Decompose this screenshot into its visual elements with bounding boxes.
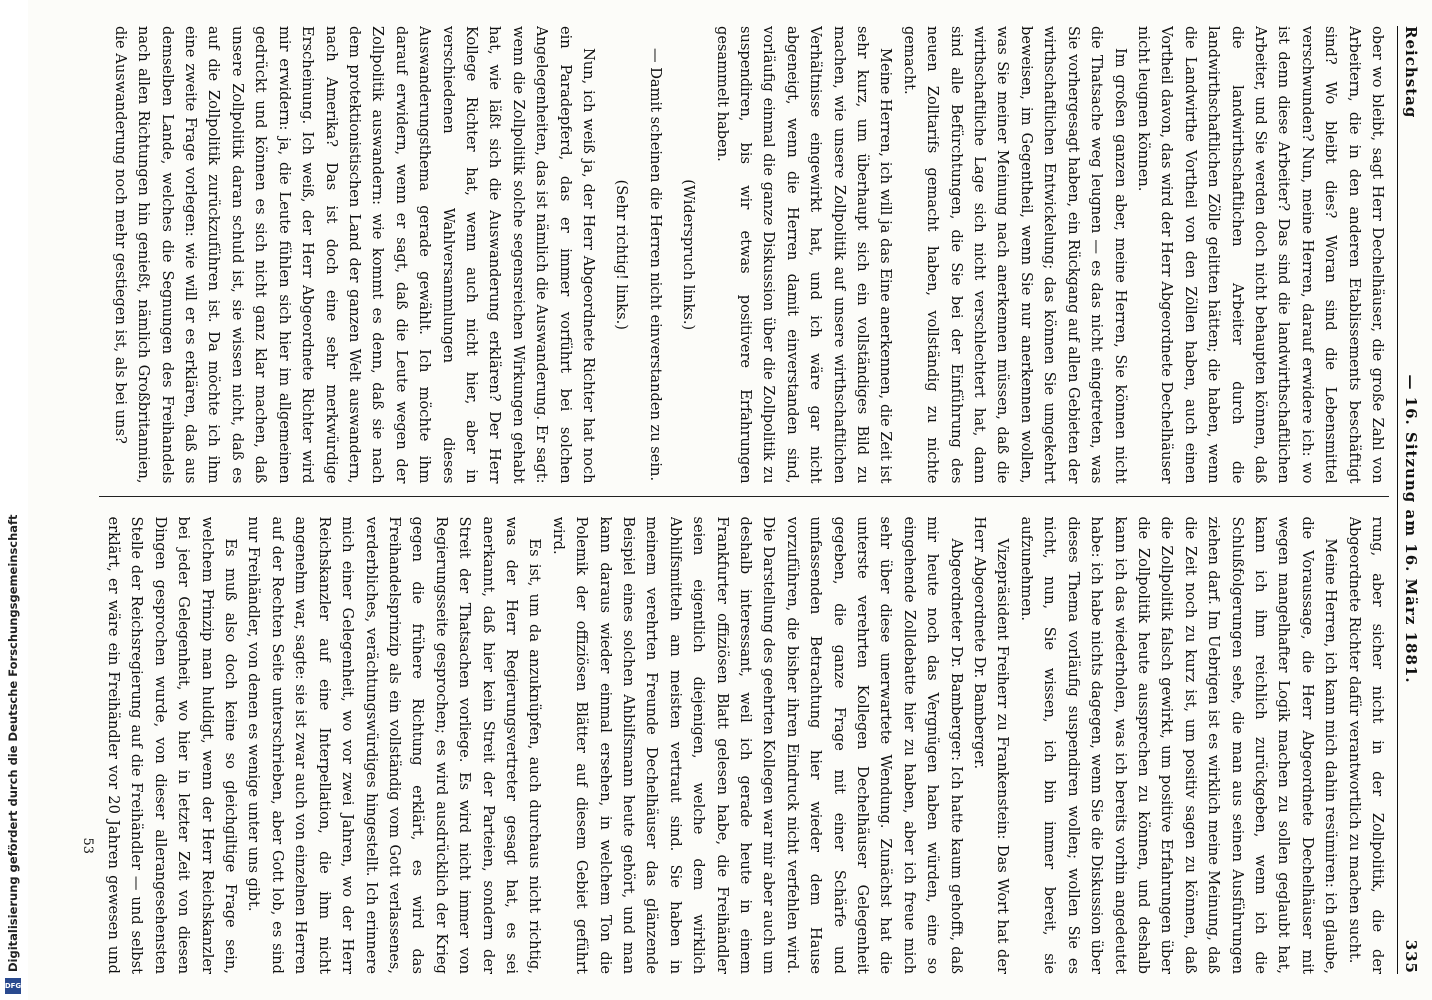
page-number: 335 [1402,939,1420,974]
text-columns [99,26,1389,974]
paragraph: ober wo bleibt, sagt Herr Dechelhäuser, die große Zahl von Arbeitern, die in den anderen Etablissements beschäftigt sind? Wo bleibt dies? Woran sind die Lebensmittel verschwunden? Nun, meine Herren, darauf erwidere ich: wo ist denn diese Arbeiter? Das sind die landwirthschaftlichen Arbeiter, und Sie werden doch nicht behaupten können, daß die landwirthschaftlichen Arbeiter durch die landwirthschaftlichen Zölle gelitten hätten; die haben, wenn die Landwirthe Vortheil von den Zöllen haben, auch einen Vortheil davon, das wird der Herr Abgeordnete Dechelhäuser nicht leugnen können. [1134,26,1386,484]
rotated-page [52,0,1432,1000]
dfg-credit: Digitalisierung gefördert durch die Deutsche Forschungsgemeinschaft [6,514,20,972]
interjection: (Widerspruch links.) [680,179,698,331]
paragraph: Im großen ganzen aber, meine Herren, Sie können nicht die Thatsache weg leugnen — es das nicht eingetreten, was Sie vorhergesagt haben, ein Rückgang auf allen Gebieten der wirthschaftlichen Entwickelung; das können Sie umgekehrt beweisen, im Gegentheil, wenn Sie nur anerkennen wollen, was Sie meiner Meinung nach anerkennen müssen, daß die wirthschaftliche Lage sich nicht verschlechtert hat, dann sind alle Befürchtungen, die Sie bei der Einführung des neuen Zolltarifs gemacht haben, vollständig zu nichte gemacht. [900,26,1129,484]
paragraph: rung, aber sicher nicht in der Zollpolitik, die der Abgeordnete Richter dafür verantwortlich zu machen sucht. [1345,516,1386,974]
paragraph: Meine Herren, ich will ja das Eine anerkennen, die Zeit ist sehr kurz, um überhaupt sich ein vollständiges Bild zu machen, wie unsere Zollpolitik auf unsere wirthschaftlichen Verhältnisse eingewirkt hat, und ich wäre gar nicht abgeneigt, wenn die Herren damit einverstanden sind, vorläufig einmal die ganze Diskussion über die Zollpolitik zu suspendiren, bis wir etwas positivere Erfahrungen gesammelt haben. [713,26,895,484]
interjection: (Sehr richtig! links.) [613,179,631,330]
president-line: Vizepräsident Freiherr zu Frankenstein: Das Wort hat der Herr Abgeordnete Dr. Bamberger. [971,516,1012,974]
credit-strip [0,0,28,1000]
dfg-logo-icon: DFG [5,978,21,994]
paragraph: Es ist, um da anzuknüpfen, auch durchaus nicht richtig, was der Herr Regierungsvertreter gesagt hat, es sei anerkannt, daß hier kein Streit der Parteien, sondern der Streit der Thatsachen vorliege. Es wird nicht immer von Regierungsseite gesprochen; es wird ausdrücklich der Krieg gegen die frühere Richtung erklärt, es wird das Freihandelsprinzip als ein vollständig vom Gott verlassenes, verderbliches, verächtungswürdiges hingestellt. Ich erinnere mich einer Gelegenheit, wo vor zwei Jahren, wo der Herr Reichskanzler auf eine Interpellation, die ihm nicht angenehm war, sagte: sie ist zwar auch von einzelnen Herren auf der Rechten Seite unterschrieben, aber Gott lob, es sind nur Freihändler, von denen es wenige unter uns gibt. [245,516,544,974]
header-session: — 16. Sitzung am 16. März 1881. [1402,374,1420,684]
running-head [1397,26,1420,974]
header-journal: Reichstag [1402,26,1420,119]
paragraph: Meine Herren, ich kann mich dahin resümiren: ich glaube, die Voraussage, die Herr Abgeordnete Dechelhäuser mit wegen mangelhafter Logik machen zu sollen geglaubt hat, kann ich ihm reichlich zurückgeben, wenn ich die Schlußfolgerungen sehe, die man aus seinen Ausführungen ziehen darf. Im Uebrigen ist es wirklich meine Meinung, daß die Zeit noch zu kurz ist, um positiv sagen zu können, daß die Zollpolitik falsch gewirkt, um positive Erfahrungen über die Zollpolitik heute aussprechen zu können, und deshalb kann ich das wiederholen, was ich bereits vorhin angedeutet habe: ich habe nichts dagegen, wenn Sie die Diskussion über dieses Thema vorläufig suspendiren wollen; wollen Sie es nicht, nun, Sie wissen, ich bin immer bereit, sie aufzunehmen. [1017,516,1340,974]
paragraph: Es muß also doch keine so gleichgiltige Frage sein, welchem Prinzip man huldigt, wenn der Herr Reichskanzler bei jeder Gelegenheit, wo hier in letzter Zeit von diesen Dingen gesprochen wurde, von dieser allerangesehensten Stelle der Reichsregierung auf die Freihändler — und selbst erklärt, er wäre ein Freihändler vor 20 Jahren gewesen und [105,516,240,974]
dash-line: — Damit scheinen die Herren nicht einverstanden zu sein. [646,48,664,482]
speaker-line: Abgeordneter Dr. Bamberger: Ich hatte kaum gehofft, daß mir heute noch das Vergnügen haben würden, eine so eingehende Zolldebatte hier zu haben, aber ich freue mich sehr über diese unerwartete Wendung. Zunächst hat die unterste verehrten Kollegen Dechelhäuser Gelegenheit gegeben, die ganze Frage mit einer Schärfe und umfassenden Betrachtung hier wieder dem Hause vorzuführen, die bisher ihren Eindruck nicht verfehlen wird. Die Darstellung des geehrten Kollegen war mir aber auch um deshalb interessant, weil ich gerade heute in einem Frankfurter offiziösen Blatt gelesen habe, die Freihändler seien eigentlich diejenigen, welche dem wirklich Abhilfsmitteln am meisten vertraut sind. Sie haben in meinem verehrten Freunde Dechelhäuser das glänzende Beispiel eines solchen Ahbilfsmann heute gehört, und man kann daraus wieder einmal ersehen, in welchem Ton die Polemik der offiziösen Blätter auf diesem Gebiet geführt wird. [549,516,965,974]
paragraph: Nun, ich weiß ja, der Herr Abgeordnete Richter hat noch ein Paradepferd, das er immer vorführt bei solchen Angelegenheiten, das ist nämlich die Auswanderung. Er sagt: wenn die Zollpolitik solche segensreichen Wirkungen gehabt hat, wie läßt sich die Auswanderung erklären? Der Herr Kollege Richter hat, wenn auch nicht hier, aber in verschiedenen Wahlversammlungen dieses Auswanderungsthema gerade gewählt. Ich möchte ihm darauf erwidern, wenn er sagt, daß die Leute wegen der Zollpolitik auswandern: wie kommt es denn, daß sie nach dem protektionistischen Land der ganzen Welt auswandern, nach Amerika? Das ist doch eine sehr merkwürdige Erscheinung. Ich weiß, der Herr Abgeordnete Richter wird mir erwidern: ja, die Leute fühlen sich hier im allgemeinen gedrückt und können es sich nicht ganz klar machen, daß unsere Zollpolitik daran schuld ist, sie wissen nicht, daß es auf die Zollpolitik zurückzuführen ist. Da möchte ich ihm eine zweite Frage vorlegen: wie will er es erklären, daß aus demselben Lande, welches die Segnungen des Freihandels nach allen Richtungen hin genießt, nämlich Großbritannien, die Auswanderung noch mehr gestiegen ist, als bei uns? [111,26,597,484]
left-column [99,26,1389,497]
right-column [99,517,1389,975]
signature-mark: 53 [80,837,95,854]
